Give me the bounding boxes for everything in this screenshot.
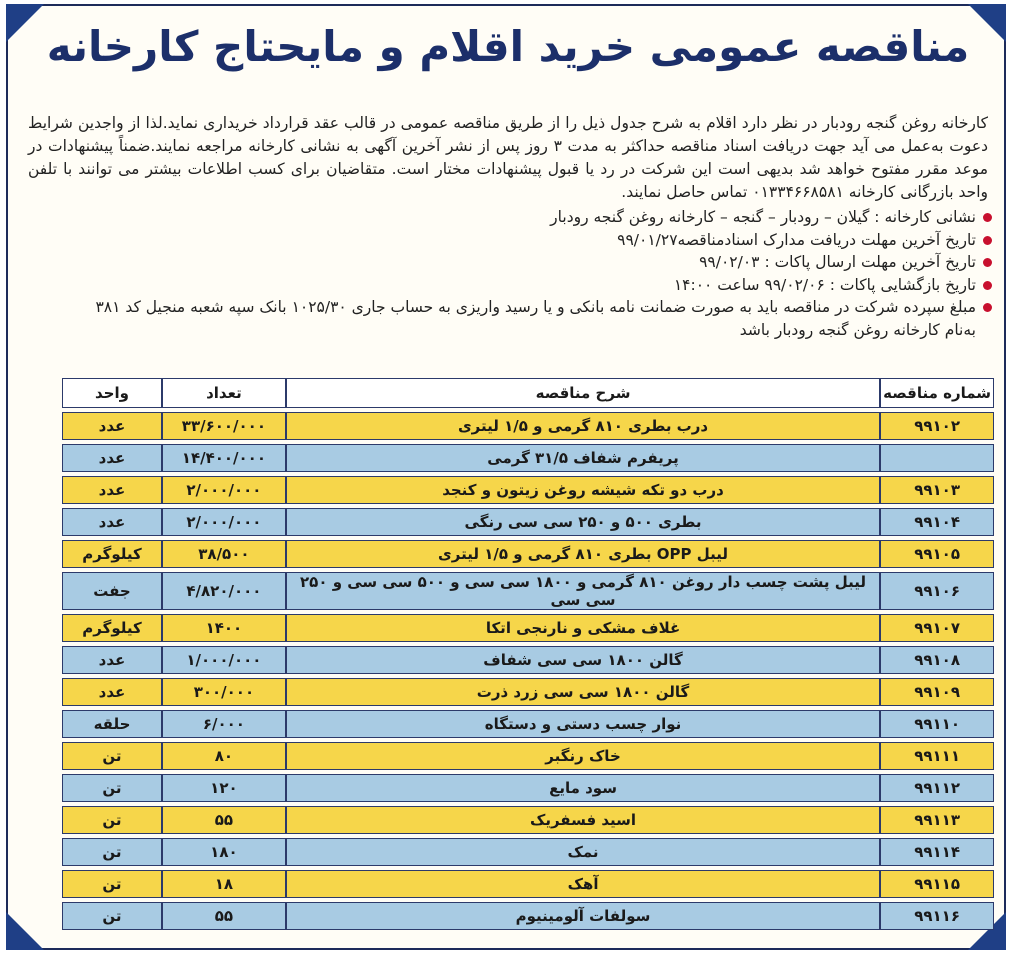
table-row — [62, 508, 994, 536]
cell-quantity: ۱۸۰ — [162, 838, 286, 866]
table-row — [62, 444, 994, 472]
cell-unit: تن — [62, 742, 162, 770]
cell-unit: جفت — [62, 572, 162, 610]
table-row — [62, 678, 994, 706]
table-row — [62, 806, 994, 834]
table-header-row — [62, 378, 994, 408]
page-title: مناقصه عمومی خرید اقلام و مایحتاج کارخانه — [46, 22, 970, 71]
cell-quantity: ۵۵ — [162, 806, 286, 834]
table-row — [62, 838, 994, 866]
cell-number: ۹۹۱۱۴ — [880, 838, 994, 866]
cell-quantity: ۴/۸۲۰/۰۰۰ — [162, 572, 286, 610]
cell-unit: تن — [62, 902, 162, 930]
cell-description: خاک رنگبر — [286, 742, 880, 770]
cell-number: ۹۹۱۱۰ — [880, 710, 994, 738]
cell-description: درب دو تکه شیشه روغن زیتون و کنجد — [286, 476, 880, 504]
cell-quantity: ۲/۰۰۰/۰۰۰ — [162, 508, 286, 536]
deposit-item: مبلغ سپرده شرکت در مناقصه باید به صورت ضمانت نامه بانکی و یا رسید واریزی به حساب جاری ۱۰۲۵/۳۰ بانک سپه شعبه منجیل کد ۳۸۱ — [28, 296, 994, 319]
cell-description: درب بطری ۸۱۰ گرمی و ۱/۵ لیتری — [286, 412, 880, 440]
cell-unit: حلقه — [62, 710, 162, 738]
cell-description: نمک — [286, 838, 880, 866]
cell-number: ۹۹۱۰۲ — [880, 412, 994, 440]
cell-quantity: ۵۵ — [162, 902, 286, 930]
cell-unit: عدد — [62, 646, 162, 674]
cell-number: ۹۹۱۱۳ — [880, 806, 994, 834]
cell-unit: کیلوگرم — [62, 540, 162, 568]
cell-quantity: ۱۴۰۰ — [162, 614, 286, 642]
table-row — [62, 540, 994, 568]
table-row — [62, 476, 994, 504]
table-row — [62, 572, 994, 610]
cell-description: اسید فسفریک — [286, 806, 880, 834]
cell-description: گالن ۱۸۰۰ سی سی شفاف — [286, 646, 880, 674]
deposit-item-continuation: به‌نام کارخانه روغن گنجه رودبار باشد — [739, 320, 976, 339]
cell-quantity: ۳۳/۶۰۰/۰۰۰ — [162, 412, 286, 440]
cell-quantity: ۳۰۰/۰۰۰ — [162, 678, 286, 706]
cell-number: ۹۹۱۰۶ — [880, 572, 994, 610]
header-description: شرح مناقصه — [286, 378, 880, 408]
cell-unit: عدد — [62, 508, 162, 536]
submission-deadline-item: تاریخ آخرین مهلت ارسال پاکات : ۹۹/۰۲/۰۳ — [28, 251, 994, 274]
cell-number: ۹۹۱۰۴ — [880, 508, 994, 536]
cell-quantity: ۱۲۰ — [162, 774, 286, 802]
cell-number: ۹۹۱۰۸ — [880, 646, 994, 674]
cell-unit: عدد — [62, 476, 162, 504]
cell-description: لیبل OPP بطری ۸۱۰ گرمی و ۱/۵ لیتری — [286, 540, 880, 568]
cell-quantity: ۲/۰۰۰/۰۰۰ — [162, 476, 286, 504]
table-row — [62, 646, 994, 674]
document-deadline-item: تاریخ آخرین مهلت دریافت مدارک اسنادمناقصه۹۹/۰۱/۲۷ — [28, 229, 994, 252]
address-item: نشانی کارخانه : گیلان – رودبار – گنجه – کارخانه روغن گنجه رودبار — [28, 206, 994, 229]
cell-description: بطری ۵۰۰ و ۲۵۰ سی سی رنگی — [286, 508, 880, 536]
cell-unit: تن — [62, 838, 162, 866]
cell-number: ۹۹۱۰۵ — [880, 540, 994, 568]
cell-quantity: ۸۰ — [162, 742, 286, 770]
table-row — [62, 412, 994, 440]
cell-number: ۹۹۱۰۳ — [880, 476, 994, 504]
table-row — [62, 902, 994, 930]
cell-quantity: ۱/۰۰۰/۰۰۰ — [162, 646, 286, 674]
cell-unit: تن — [62, 774, 162, 802]
cell-number: ۹۹۱۱۲ — [880, 774, 994, 802]
cell-description: گالن ۱۸۰۰ سی سی زرد ذرت — [286, 678, 880, 706]
cell-number: ۹۹۱۱۵ — [880, 870, 994, 898]
cell-unit: تن — [62, 870, 162, 898]
intro-paragraph: کارخانه روغن گنجه رودبار در نظر دارد اقلام به شرح جدول ذیل را از طریق مناقصه عمومی در قالب عقد قرارداد خریداری نماید.لذا از واجدین شرایط دعوت به‌عمل می آید جهت دریافت اسناد مناقصه حداکثر به مدت ۳ روز پس از نشر آخرین آگهی به نشانی کارخانه مراجعه نمایند.ضمناً پیشنهادات در موعد مقرر مفتوح خواهد شد بدیهی است این شرکت در رد یا قبول پیشنهادات مختار است. متقاضیان برای کسب اطلاعات بیشتر می توانند با تلفن واحد بازرگانی کارخانه ۰۱۳۳۴۶۶۸۵۸۱ تماس حاصل نمایند. — [28, 114, 988, 201]
cell-description: سود مایع — [286, 774, 880, 802]
cell-unit: عدد — [62, 412, 162, 440]
table-row — [62, 614, 994, 642]
cell-description: لیبل پشت چسب دار روغن ۸۱۰ گرمی و ۱۸۰۰ سی سی و ۵۰۰ سی سی و ۲۵۰ سی سی — [286, 572, 880, 610]
cell-quantity: ۱۸ — [162, 870, 286, 898]
table-row — [62, 870, 994, 898]
cell-unit: عدد — [62, 678, 162, 706]
cell-number — [880, 444, 994, 472]
cell-unit: کیلوگرم — [62, 614, 162, 642]
cell-description: غلاف مشکی و نارنجی اتکا — [286, 614, 880, 642]
tender-table — [62, 374, 994, 934]
cell-number: ۹۹۱۰۷ — [880, 614, 994, 642]
cell-description: آهک — [286, 870, 880, 898]
cell-number: ۹۹۱۱۶ — [880, 902, 994, 930]
cell-quantity: ۳۸/۵۰۰ — [162, 540, 286, 568]
cell-number: ۹۹۱۰۹ — [880, 678, 994, 706]
table-row — [62, 742, 994, 770]
header-unit: واحد — [62, 378, 162, 408]
cell-unit: عدد — [62, 444, 162, 472]
cell-description: نوار چسب دستی و دستگاه — [286, 710, 880, 738]
cell-quantity: ۶/۰۰۰ — [162, 710, 286, 738]
header-quantity: تعداد — [162, 378, 286, 408]
cell-number: ۹۹۱۱۱ — [880, 742, 994, 770]
table-row — [62, 710, 994, 738]
table-body — [62, 412, 994, 930]
cell-quantity: ۱۴/۴۰۰/۰۰۰ — [162, 444, 286, 472]
corner-decoration — [6, 912, 44, 950]
table-row — [62, 774, 994, 802]
cell-description: سولفات آلومینیوم — [286, 902, 880, 930]
opening-date-item: تاریخ بازگشایی پاکات : ۹۹/۰۲/۰۶ ساعت ۱۴:۰۰ — [28, 274, 994, 297]
bullet-list — [28, 206, 994, 341]
cell-description: پریفرم شفاف ۳۱/۵ گرمی — [286, 444, 880, 472]
header-number: شماره مناقصه — [880, 378, 994, 408]
cell-unit: تن — [62, 806, 162, 834]
